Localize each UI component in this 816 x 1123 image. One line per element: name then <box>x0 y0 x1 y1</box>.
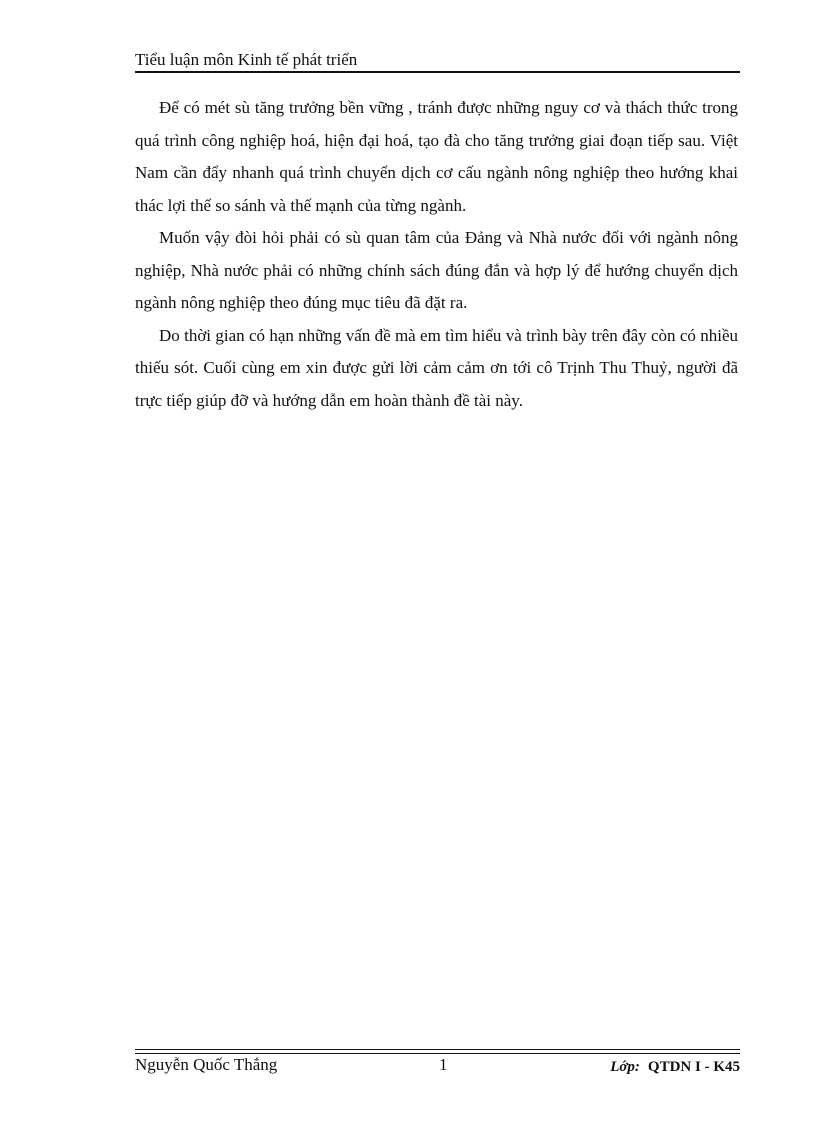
body-paragraph: Để có mét sù tăng trưởng bền vững , tránh được những nguy cơ và thách thức trong quá trình công nghiệp hoá, hiện đại hoá, tạo đà cho tăng trưởng giai đoạn tiếp sau. Việt Nam cần đẩy nhanh quá trình chuyển dịch cơ cấu ngành nông nghiệp theo hướng khai thác lợi thế so sánh và thế mạnh của từng ngành. <box>135 98 738 215</box>
footer-class-info <box>610 1057 740 1077</box>
class-label: Lớp: <box>610 1059 640 1075</box>
body-paragraph: Muốn vậy đòi hỏi phải có sù quan tâm của Đảng và Nhà nước đối với ngành nông nghiệp, Nhà nước phải có những chính sách đúng đắn và hợp lý để hướng chuyển dịch ngành nông nghiệp theo đúng mục tiêu đã đặt ra. <box>135 228 738 312</box>
footer-author: Nguyễn Quốc Thắng <box>135 1055 278 1074</box>
footer-divider <box>135 1049 740 1054</box>
body-paragraph: Do thời gian có hạn những vấn đề mà em tìm hiểu và trình bày trên đây còn có nhiều thiếu sót. Cuối cùng em xin được gửi lời cảm cảm ơn tới cô Trịnh Thu Thuỷ, người đã trực tiếp giúp đỡ và hướng dẫn em hoàn thành đề tài này. <box>135 325 738 410</box>
document-title: Tiểu luận môn Kinh tế phát triển <box>135 50 358 69</box>
class-value: QTDN I - K45 <box>647 1059 740 1075</box>
document-body <box>135 92 738 417</box>
page-footer <box>135 1055 740 1077</box>
header-divider <box>135 71 740 73</box>
page-header <box>135 50 740 72</box>
page-number: 1 <box>439 1055 448 1074</box>
